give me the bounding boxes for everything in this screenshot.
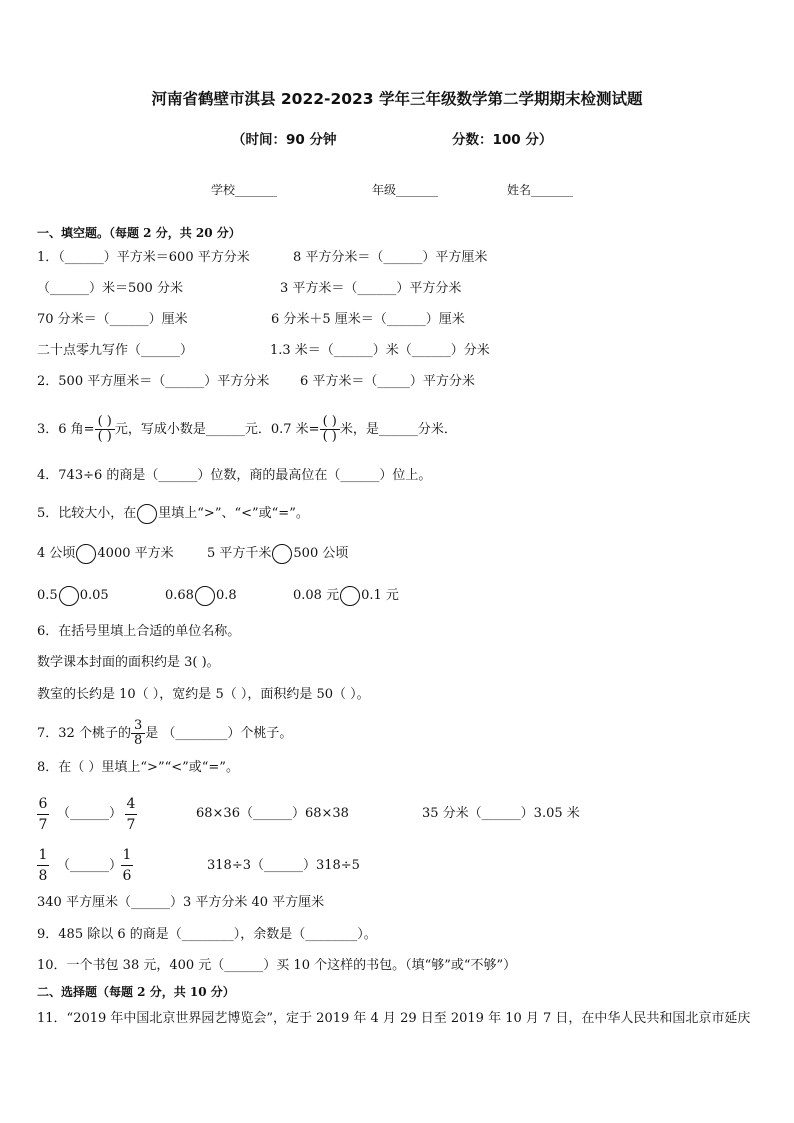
compare-circle[interactable]	[195, 586, 215, 606]
q1-e: 70 分米＝（______）厘米	[37, 312, 188, 327]
q5-r1c: 5 平方千米	[207, 546, 272, 561]
q11: 11．“2019 年中国北京世界园艺博览会”，定于 2019 年 4 月 29 日至 2019 年 10 月 7 日，在中华人民共和国北京市延庆	[37, 1011, 751, 1026]
q8-blank-1: （______）	[57, 806, 123, 821]
q8-fraction-4-den: 6	[122, 868, 132, 884]
q7-fraction-den: 8	[133, 733, 143, 748]
compare-circle[interactable]	[340, 586, 360, 606]
q3-mid: 元，写成小数是______元．0.7 米=	[114, 422, 320, 437]
q5-text-b: 里填上“>”、“<”或“=”。	[158, 506, 309, 521]
compare-circle[interactable]	[137, 504, 157, 524]
compare-circle[interactable]	[76, 544, 96, 564]
q6-c: 教室的长约是 10（ ），宽约是 5（ ），面积约是 50（ ）。	[37, 687, 370, 702]
q8-fraction-2-den: 7	[126, 817, 136, 833]
exam-time: （时间：90 分钟	[232, 132, 337, 148]
page-title: 河南省鹤壁市淇县 2022-2023 学年三年级数学第二学期期末检测试题	[151, 90, 643, 108]
q5-r2d: 0.8	[215, 588, 237, 603]
q8-fraction-1-den: 7	[38, 817, 48, 833]
q8-fraction-2-num: 4	[126, 796, 136, 812]
q6-b: 数学课本封面的面积约是 3( )。	[37, 655, 220, 670]
q10: 10．一个书包 38 元，400 元（______）买 10 个这样的书包。（填“够”或“不够”）	[37, 958, 517, 973]
school-field: 学校_______	[211, 183, 278, 197]
q3-fraction-1	[95, 415, 115, 444]
q7-text-b: 是 （________）个桃子。	[145, 726, 293, 741]
q8-fraction-1-num: 6	[38, 796, 48, 812]
q1-d: 3 平方米＝（______）平方分米	[280, 281, 462, 296]
q3-fraction-2-den: ( )	[322, 429, 337, 444]
q1-h: 1.3 米＝（______）米（______）分米	[270, 343, 490, 358]
q5-r1d: 500 公顷	[293, 546, 349, 561]
compare-circle[interactable]	[59, 586, 79, 606]
q1-c: （______）米＝500 分米	[37, 281, 183, 296]
q8-instruction: 8．在（ ）里填上“>”“<”或“=”。	[37, 760, 239, 775]
q7	[37, 716, 292, 752]
compare-circle[interactable]	[272, 544, 292, 564]
q5-text-a: 5．比较大小，在	[37, 506, 137, 521]
q9: 9．485 除以 6 的商是（________），余数是（________）。	[37, 927, 377, 942]
q5-instruction	[37, 503, 309, 525]
q5-r1b: 4000 平方米	[97, 546, 174, 561]
q5-row-2a	[37, 585, 109, 607]
q4: 4．743÷6 的商是（______）位数，商的最高位在（______）位上。	[37, 468, 432, 483]
q2-b: 6 平方米＝（_____）平方分米	[300, 374, 475, 389]
q8-fraction-3-num: 1	[38, 847, 48, 863]
q3-fraction-2	[320, 415, 340, 444]
q3-fraction-2-num: ( )	[320, 415, 340, 430]
q8-fraction-1	[37, 795, 49, 834]
q5-r2c: 0.68	[165, 588, 194, 603]
q1-a: 1．（______）平方米＝600 平方分米	[37, 250, 250, 265]
section-fill-in: 一、填空题。（每题 2 分，共 20 分）	[37, 226, 241, 240]
q8-fraction-3	[37, 846, 49, 885]
q5-row-1	[37, 543, 174, 565]
q5-row-2c	[293, 585, 399, 607]
q8-blank-2: （______）	[57, 858, 123, 873]
q3-suffix: 米，是______分米．	[339, 422, 457, 437]
q5-row-2b	[165, 585, 237, 607]
q8-d: 35 分米（______）3.05 米	[422, 806, 580, 821]
q8-fraction-3-den: 8	[38, 868, 48, 884]
q5-r2a: 0.5	[37, 588, 58, 603]
q3	[37, 410, 457, 450]
q5-r1a: 4 公顷	[37, 546, 76, 561]
q7-fraction-num: 3	[131, 719, 145, 734]
q5-r2e: 0.08 元	[293, 588, 340, 603]
q5-r2f: 0.1 元	[361, 588, 399, 603]
q1-b: 8 平方分米＝（______）平方厘米	[293, 250, 488, 265]
name-field: 姓名_______	[507, 183, 574, 197]
grade-field: 年级_______	[372, 183, 439, 197]
q8-c: 68×36（______）68×38	[196, 806, 349, 821]
q1-f: 6 分米＋5 厘米＝（______）厘米	[271, 312, 465, 327]
exam-score: 分数：100 分）	[452, 132, 553, 148]
q8-e: 318÷3（______）318÷5	[207, 858, 360, 873]
q8-f: 340 平方厘米（______）3 平方分米 40 平方厘米	[37, 895, 325, 910]
q1-g: 二十点零九写作（______）	[37, 343, 194, 358]
q3-prefix: 3．6 角=	[37, 422, 95, 437]
q3-fraction-1-den: ( )	[97, 429, 112, 444]
q2-a: 2．500 平方厘米＝（______）平方分米	[37, 374, 270, 389]
q6-a: 6．在括号里填上合适的单位名称。	[37, 624, 241, 639]
q8-fraction-4	[121, 846, 133, 885]
q5-row-1b	[207, 543, 348, 565]
q8-fraction-4-num: 1	[122, 847, 132, 863]
section-choice: 二、选择题（每题 2 分，共 10 分）	[37, 985, 235, 999]
q8-fraction-2	[125, 795, 137, 834]
q3-fraction-1-num: ( )	[95, 415, 115, 430]
q7-fraction	[131, 719, 145, 748]
q7-text-a: 7．32 个桃子的	[37, 726, 131, 741]
q5-r2b: 0.05	[79, 588, 109, 603]
